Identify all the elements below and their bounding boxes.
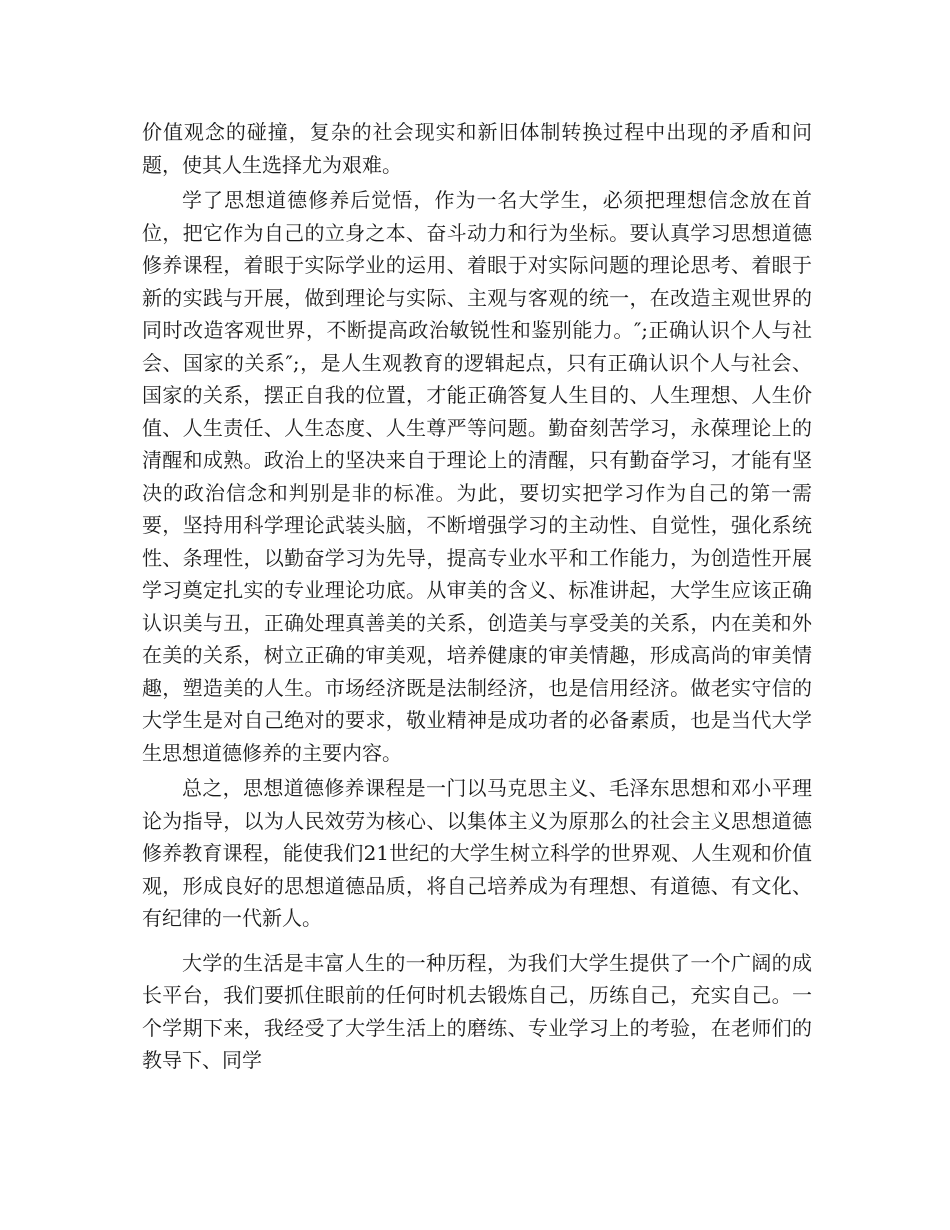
- paragraph-1: 价值观念的碰撞，复杂的社会现实和新旧体制转换过程中出现的矛盾和问题，使其人生选择尤为艰难。: [142, 120, 812, 177]
- document-body: [142, 116, 812, 1077]
- paragraph-4: 大学的生活是丰富人生的一种历程，为我们大学生提供了一个广阔的成长平台，我们要抓住眼前的任何时机去锻炼自己，历练自己，充实自己。一个学期下来，我经受了大学生活上的磨练、专业学习上的考验，在老师们的教导下、同学: [142, 950, 812, 1072]
- paragraph-2: 学了思想道德修养后觉悟，作为一名大学生，必须把理想信念放在首位，把它作为自己的立身之本、奋斗动力和行为坐标。要认真学习思想道德修养课程，着眼于实际学业的运用、着眼于对实际问题的理论思考、着眼于新的实践与开展，做到理论与实际、主观与客观的统一，在改造主观世界的同时改造客观世界，不断提高政治敏锐性和鉴别能力。″;正确认识个人与社会、国家的关系″;，是人生观教育的逻辑起点，只有正确认识个人与社会、国家的关系，摆正自我的位置，才能正确答复人生目的、人生理想、人生价值、人生责任、人生态度、人生尊严等问题。勤奋刻苦学习，永葆理论上的清醒和成熟。政治上的坚决来自于理论上的清醒，只有勤奋学习，才能有坚决的政治信念和判别是非的标准。为此，要切实把学习作为自己的第一需要，坚持用科学理论武装头脑，不断增强学习的主动性、自觉性，强化系统性、条理性，以勤奋学习为先导，提高专业水平和工作能力，为创造性开展学习奠定扎实的专业理论功底。从审美的含义、标准讲起，大学生应该正确认识美与丑，正确处理真善美的关系，创造美与享受美的关系，内在美和外在美的关系，树立正确的审美观，培养健康的审美情趣，形成高尚的审美情趣，塑造美的人生。市场经济既是法制经济，也是信用经济。做老实守信的大学生是对自己绝对的要求，敬业精神是成功者的必备素质，也是当代大学生思想道德修养的主要内容。: [142, 188, 812, 765]
- paragraph-3: 总之，思想道德修养课程是一门以马克思主义、毛泽东思想和邓小平理论为指导，以为人民效劳为核心、以集体主义为原那么的社会主义思想道德修养教育课程，能使我们21世纪的大学生树立科学的世界观、人生观和价值观，形成良好的思想道德品质，将自己培养成为有理想、有道德、有文化、有纪律的一代新人。: [142, 776, 812, 930]
